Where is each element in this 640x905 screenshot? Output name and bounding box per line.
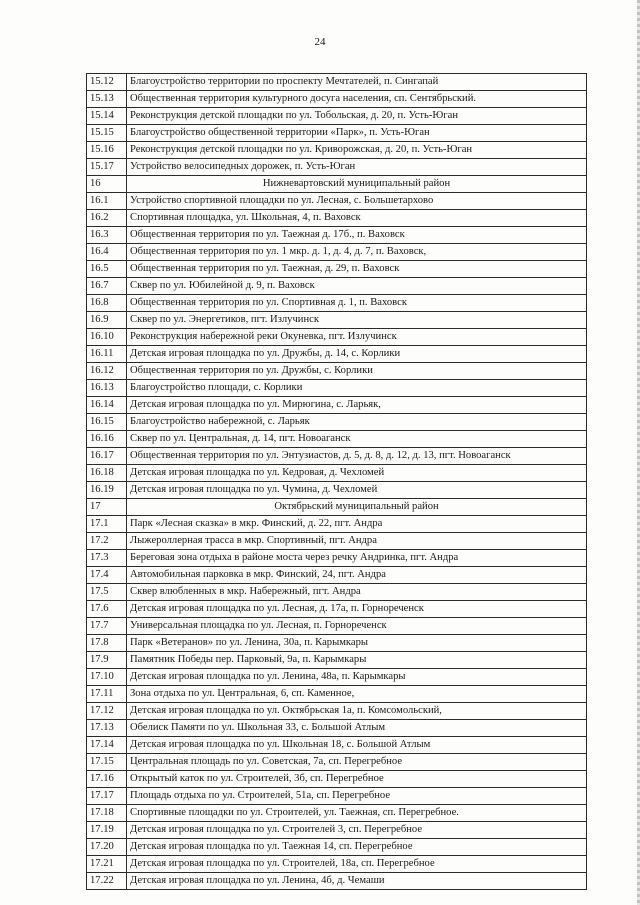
table-row xyxy=(87,74,587,91)
table-row xyxy=(87,125,587,142)
territory-name: Береговая зона отдыха в районе моста через речку Андринка, пгт. Андра xyxy=(127,550,587,567)
row-number: 17.13 xyxy=(87,720,127,737)
territory-name: Общественная территория по ул. 1 мкр. д. 1, д. 4, д. 7, п. Ваховск, xyxy=(127,244,587,261)
row-number: 15.12 xyxy=(87,74,127,91)
table-row xyxy=(87,686,587,703)
territory-name: Общественная территория по ул. Таежная д. 17б., п. Ваховск xyxy=(127,227,587,244)
row-number: 17.15 xyxy=(87,754,127,771)
row-number: 17.12 xyxy=(87,703,127,720)
row-number: 17.10 xyxy=(87,669,127,686)
territory-name: Устройство велосипедных дорожек, п. Усть-Юган xyxy=(127,159,587,176)
row-number: 16.2 xyxy=(87,210,127,227)
territory-list-table xyxy=(86,73,587,890)
row-number: 16.3 xyxy=(87,227,127,244)
table-row xyxy=(87,754,587,771)
territory-name: Детская игровая площадка по ул. Чумина, д. Чехломей xyxy=(127,482,587,499)
table-row xyxy=(87,703,587,720)
table-row xyxy=(87,261,587,278)
territory-name: Благоустройство общественной территории «Парк», п. Усть-Юган xyxy=(127,125,587,142)
table-row xyxy=(87,805,587,822)
row-number: 16.16 xyxy=(87,431,127,448)
territory-name: Детская игровая площадка по ул. Таежная 14, сп. Перегребное xyxy=(127,839,587,856)
row-number: 15.15 xyxy=(87,125,127,142)
table-row xyxy=(87,244,587,261)
table-row xyxy=(87,295,587,312)
row-number: 17.5 xyxy=(87,584,127,601)
territory-name: Детская игровая площадка по ул. Ленина, 48а, п. Карымкары xyxy=(127,669,587,686)
row-number: 17.17 xyxy=(87,788,127,805)
row-number: 17.8 xyxy=(87,635,127,652)
row-number: 17.3 xyxy=(87,550,127,567)
row-number: 16.15 xyxy=(87,414,127,431)
territory-name: Детская игровая площадка по ул. Строителей, 18а, сп. Перегребное xyxy=(127,856,587,873)
district-heading: Нижневартовский муниципальный район xyxy=(127,176,587,193)
territory-name: Общественная территория по ул. Энтузиастов, д. 5, д. 8, д. 12, д. 13, пгт. Новоаганск xyxy=(127,448,587,465)
table-row xyxy=(87,873,587,890)
table-row xyxy=(87,550,587,567)
table-row xyxy=(87,346,587,363)
table-row xyxy=(87,465,587,482)
territory-name: Лыжероллерная трасса в мкр. Спортивный, пгт. Андра xyxy=(127,533,587,550)
row-number: 17.4 xyxy=(87,567,127,584)
territory-name: Детская игровая площадка по ул. Школьная 18, с. Большой Атлым xyxy=(127,737,587,754)
table-row xyxy=(87,516,587,533)
territory-name: Общественная территория культурного досуга населения, сп. Сентябрьский. xyxy=(127,91,587,108)
territory-name: Детская игровая площадка по ул. Дружбы, д. 14, с. Корлики xyxy=(127,346,587,363)
row-number: 17 xyxy=(87,499,127,516)
row-number: 17.16 xyxy=(87,771,127,788)
table-row xyxy=(87,142,587,159)
row-number: 16.10 xyxy=(87,329,127,346)
row-number: 17.21 xyxy=(87,856,127,873)
territory-name: Сквер влюбленных в мкр. Набережный, пгт. Андра xyxy=(127,584,587,601)
territory-name: Сквер по ул. Юбилейной д. 9, п. Ваховск xyxy=(127,278,587,295)
table-row xyxy=(87,329,587,346)
row-number: 16.14 xyxy=(87,397,127,414)
table-row xyxy=(87,669,587,686)
territory-name: Площадь отдыха по ул. Строителей, 51а, сп. Перегребное xyxy=(127,788,587,805)
table-row xyxy=(87,159,587,176)
row-number: 15.14 xyxy=(87,108,127,125)
territory-name: Центральная площадь по ул. Советская, 7а, сп. Перегребное xyxy=(127,754,587,771)
territory-name: Парк «Лесная сказка» в мкр. Финский, д. 22, пгт. Андра xyxy=(127,516,587,533)
table-body xyxy=(87,74,587,890)
row-number: 16.17 xyxy=(87,448,127,465)
territory-name: Детская игровая площадка по ул. Ленина, 4б, д. Чемаши xyxy=(127,873,587,890)
row-number: 17.18 xyxy=(87,805,127,822)
territory-name: Реконструкция детской площадки по ул. Криворожская, д. 20, п. Усть-Юган xyxy=(127,142,587,159)
table-row xyxy=(87,737,587,754)
row-number: 15.16 xyxy=(87,142,127,159)
table-row xyxy=(87,533,587,550)
territory-name: Реконструкция набережной реки Окуневка, пгт. Излучинск xyxy=(127,329,587,346)
row-number: 17.6 xyxy=(87,601,127,618)
territory-name: Благоустройство площади, с. Корлики xyxy=(127,380,587,397)
table-row xyxy=(87,584,587,601)
row-number: 16.4 xyxy=(87,244,127,261)
territory-name: Автомобильная парковка в мкр. Финский, 24, пгт. Андра xyxy=(127,567,587,584)
table-row xyxy=(87,856,587,873)
row-number: 16.13 xyxy=(87,380,127,397)
territory-name: Детская игровая площадка по ул. Октябрьская 1а, п. Комсомольский, xyxy=(127,703,587,720)
row-number: 16.12 xyxy=(87,363,127,380)
row-number: 16.18 xyxy=(87,465,127,482)
table-row xyxy=(87,193,587,210)
territory-name: Детская игровая площадка по ул. Мирюгина, с. Ларьяк, xyxy=(127,397,587,414)
table-row xyxy=(87,227,587,244)
row-number: 16.1 xyxy=(87,193,127,210)
territory-name: Реконструкция детской площадки по ул. Тобольская, д. 20, п. Усть-Юган xyxy=(127,108,587,125)
territory-name: Благоустройство набережной, с. Ларьяк xyxy=(127,414,587,431)
table-section-row xyxy=(87,499,587,516)
table-row xyxy=(87,652,587,669)
row-number: 16.7 xyxy=(87,278,127,295)
row-number: 17.11 xyxy=(87,686,127,703)
table-row xyxy=(87,414,587,431)
row-number: 17.14 xyxy=(87,737,127,754)
district-heading: Октябрьский муниципальный район xyxy=(127,499,587,516)
row-number: 16.8 xyxy=(87,295,127,312)
table-row xyxy=(87,720,587,737)
territory-name: Парк «Ветеранов» по ул. Ленина, 30а, п. Карымкары xyxy=(127,635,587,652)
row-number: 16 xyxy=(87,176,127,193)
row-number: 17.2 xyxy=(87,533,127,550)
row-number: 16.19 xyxy=(87,482,127,499)
territory-name: Детская игровая площадка по ул. Лесная, д. 17а, п. Горнореченск xyxy=(127,601,587,618)
table-row xyxy=(87,601,587,618)
row-number: 15.17 xyxy=(87,159,127,176)
row-number: 17.7 xyxy=(87,618,127,635)
table-row xyxy=(87,312,587,329)
territory-name: Памятник Победы пер. Парковый, 9а, п. Карымкары xyxy=(127,652,587,669)
table-row xyxy=(87,635,587,652)
table-row xyxy=(87,822,587,839)
row-number: 16.5 xyxy=(87,261,127,278)
row-number: 17.22 xyxy=(87,873,127,890)
table-row xyxy=(87,210,587,227)
row-number: 16.11 xyxy=(87,346,127,363)
table-row xyxy=(87,771,587,788)
table-row xyxy=(87,397,587,414)
territory-name: Универсальная площадка по ул. Лесная, п. Горнореченск xyxy=(127,618,587,635)
territory-name: Благоустройство территории по проспекту Мечтателей, п. Сингапай xyxy=(127,74,587,91)
territory-name: Общественная территория по ул. Спортивная д. 1, п. Ваховск xyxy=(127,295,587,312)
territory-name: Сквер по ул. Энергетиков, пгт. Излучинск xyxy=(127,312,587,329)
territory-name: Обелиск Памяти по ул. Школьная 33, с. Большой Атлым xyxy=(127,720,587,737)
territory-name: Детская игровая площадка по ул. Кедровая, д. Чехломей xyxy=(127,465,587,482)
territory-name: Спортивная площадка, ул. Школьная, 4, п. Ваховск xyxy=(127,210,587,227)
table-row xyxy=(87,567,587,584)
table-row xyxy=(87,278,587,295)
row-number: 15.13 xyxy=(87,91,127,108)
page-number: 24 xyxy=(314,36,326,48)
row-number: 17.1 xyxy=(87,516,127,533)
row-number: 17.9 xyxy=(87,652,127,669)
table-row xyxy=(87,380,587,397)
territory-name: Спортивные площадки по ул. Строителей, ул. Таежная, сп. Перегребное. xyxy=(127,805,587,822)
table-row xyxy=(87,618,587,635)
territory-name: Общественная территория по ул. Дружбы, с. Корлики xyxy=(127,363,587,380)
territory-name: Открытый каток по ул. Строителей, 3б, сп. Перегребное xyxy=(127,771,587,788)
territory-name: Детская игровая площадка по ул. Строителей 3, сп. Перегребное xyxy=(127,822,587,839)
table-row xyxy=(87,91,587,108)
territory-name: Зона отдыха по ул. Центральная, 6, сп. Каменное, xyxy=(127,686,587,703)
table-row xyxy=(87,431,587,448)
table-row xyxy=(87,363,587,380)
territory-name: Устройство спортивной площадки по ул. Лесная, с. Большетархово xyxy=(127,193,587,210)
row-number: 17.20 xyxy=(87,839,127,856)
row-number: 17.19 xyxy=(87,822,127,839)
table-section-row xyxy=(87,176,587,193)
table-row xyxy=(87,839,587,856)
table-row xyxy=(87,788,587,805)
table-row xyxy=(87,482,587,499)
table-row xyxy=(87,108,587,125)
territory-name: Сквер по ул. Центральная, д. 14, пгт. Новоаганск xyxy=(127,431,587,448)
table-row xyxy=(87,448,587,465)
row-number: 16.9 xyxy=(87,312,127,329)
territory-name: Общественная территория по ул. Таежная, д. 29, п. Ваховск xyxy=(127,261,587,278)
